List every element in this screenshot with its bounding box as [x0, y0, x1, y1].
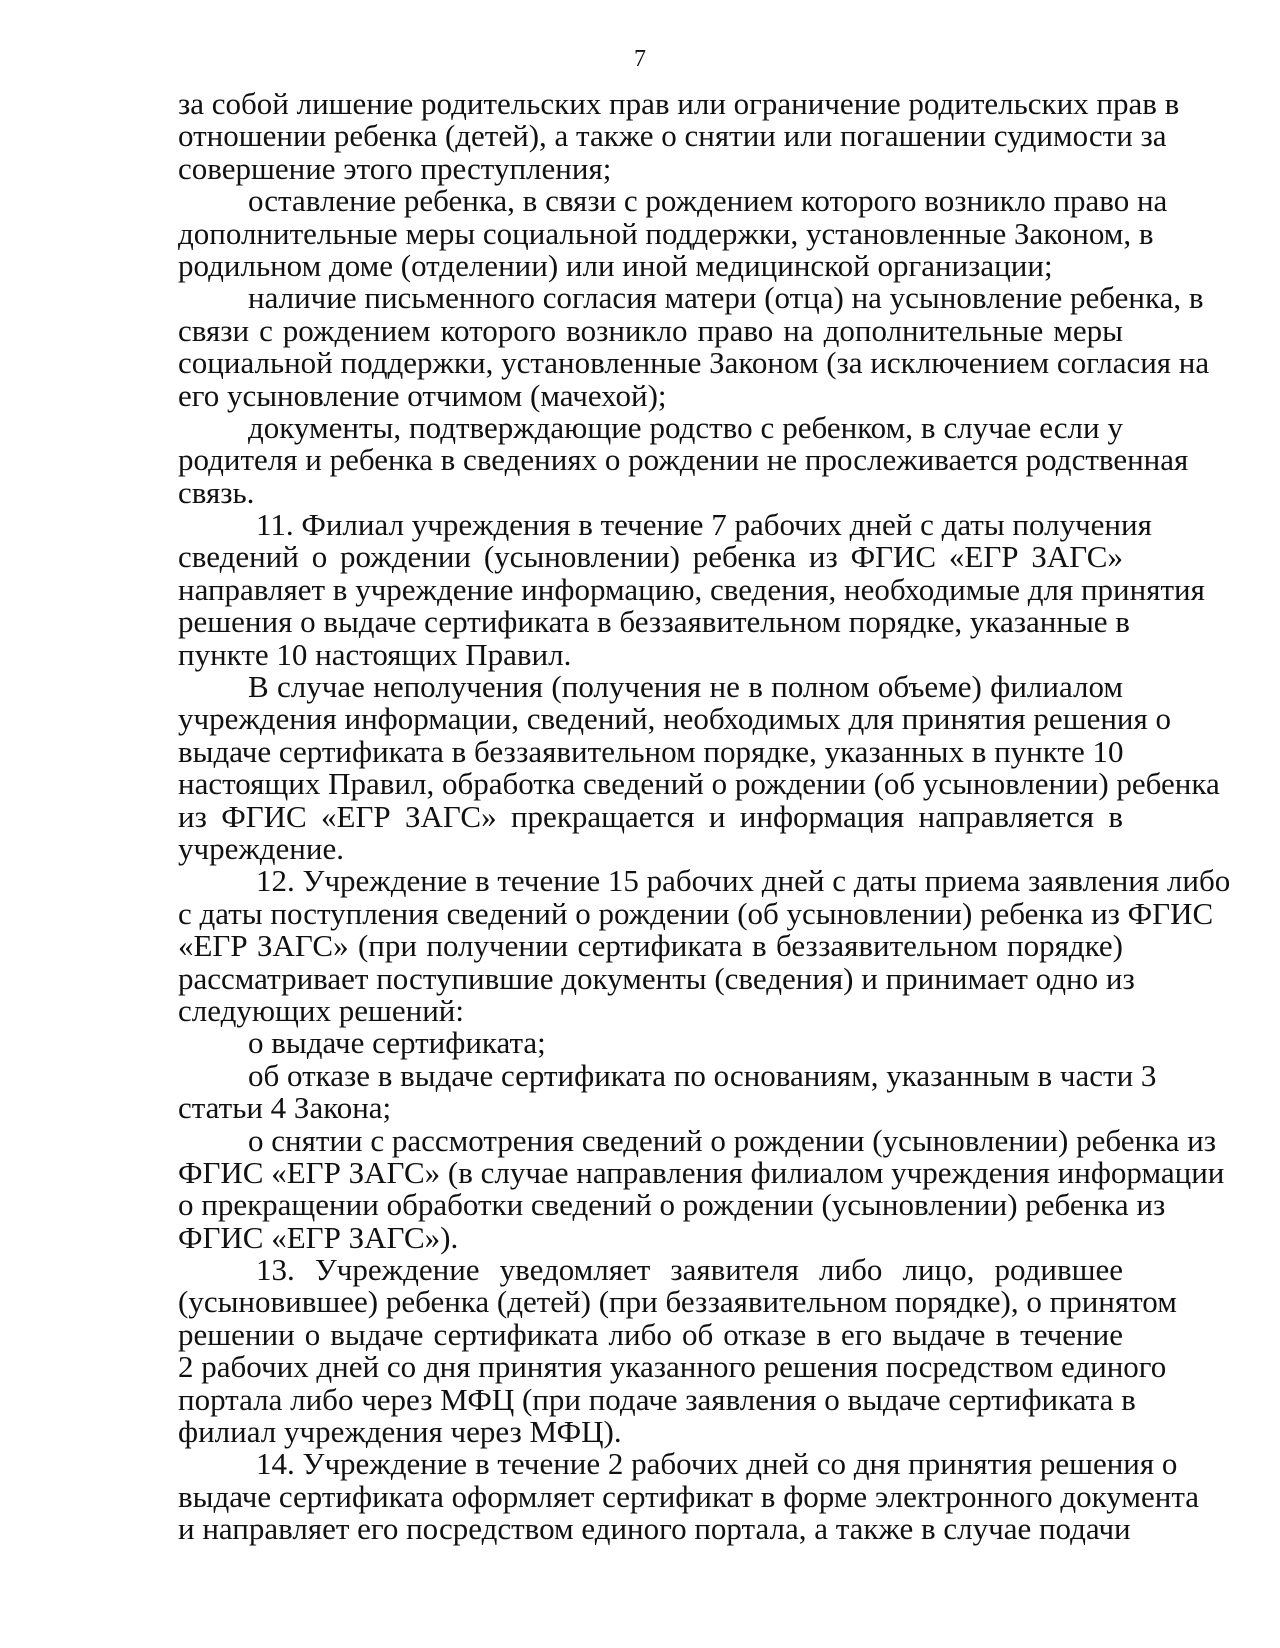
text-line: настоящих Правил, обработка сведений о рождении (об усыновлении) ребенка: [178, 766, 1220, 802]
text-line: учреждения информации, сведений, необходимых для принятия решения о: [178, 701, 1172, 737]
text-line: портала либо через МФЦ (при подаче заявления о выдаче сертификата в: [178, 1381, 1136, 1417]
text-line: об отказе в выдаче сертификата по основаниям, указанным в части 3: [248, 1057, 1157, 1093]
text-line: рассматривает поступившие документы (сведения) и принимает одно из: [178, 960, 1135, 996]
text-line: учреждение.: [178, 830, 344, 866]
text-line: социальной поддержки, установленные Законом (за исключением согласия на: [178, 345, 1210, 381]
text-line: В случае неполучения (получения не в полном объеме) филиалом: [248, 669, 1123, 705]
text-line: 2 рабочих дней со дня принятия указанного решения посредством единого: [178, 1349, 1167, 1385]
text-line: родильном доме (отделении) или иной медицинской организации;: [178, 247, 1053, 283]
text-line: «ЕГР ЗАГС» (при получении сертификата в беззаявительном порядке): [178, 928, 1123, 964]
text-line: следующих решений:: [178, 992, 464, 1028]
text-line: из ФГИС «ЕГР ЗАГС» прекращается и информация направляется в: [178, 798, 1123, 834]
text-line: выдаче сертификата оформляет сертификат в форме электронного документа: [178, 1478, 1200, 1514]
text-line: за собой лишение родительских прав или ограничение родительских прав в: [178, 86, 1180, 121]
text-line: 12. Учреждение в течение 15 рабочих дней с даты приема заявления либо: [256, 863, 1231, 899]
text-line: его усыновление отчимом (мачехой);: [178, 377, 667, 413]
text-line: филиал учреждения через МФЦ).: [178, 1414, 622, 1450]
text-line: ФГИС «ЕГР ЗАГС»).: [178, 1219, 459, 1255]
text-line: пункте 10 настоящих Правил.: [178, 636, 572, 672]
text-line: родителя и ребенка в сведениях о рождении не прослеживается родственная: [178, 442, 1189, 478]
text-line: (усыновившее) ребенка (детей) (при беззаявительном порядке), о принятом: [178, 1284, 1177, 1320]
text-line: решения о выдаче сертификата в беззаявительном порядке, указанные в: [178, 604, 1130, 640]
text-line: о снятии с рассмотрения сведений о рождении (усыновлении) ребенка из: [248, 1122, 1216, 1158]
text-line: выдаче сертификата в беззаявительном порядке, указанных в пункте 10: [178, 733, 1124, 769]
text-line: направляет в учреждение информацию, сведения, необходимые для принятия: [178, 571, 1205, 607]
text-line: наличие письменного согласия матери (отца) на усыновление ребенка, в: [248, 280, 1204, 316]
text-line: связь.: [178, 474, 255, 510]
text-line: отношении ребенка (детей), а также о снятии или погашении судимости за: [178, 118, 1167, 154]
page-number: 7: [634, 46, 646, 72]
text-line: документы, подтверждающие родство с ребенком, в случае если у: [248, 409, 1123, 445]
text-line: с даты поступления сведений о рождении (об усыновлении) ребенка из ФГИС: [178, 895, 1214, 931]
text-line: 14. Учреждение в течение 2 рабочих дней со дня принятия решения о: [256, 1446, 1178, 1482]
text-line: решении о выдаче сертификата либо об отказе в его выдаче в течение: [178, 1316, 1123, 1352]
text-line: сведений о рождении (усыновлении) ребенка из ФГИС «ЕГР ЗАГС»: [178, 539, 1123, 575]
text-line: ФГИС «ЕГР ЗАГС» (в случае направления филиалом учреждения информации: [178, 1154, 1225, 1190]
text-line: о выдаче сертификата;: [248, 1025, 546, 1061]
text-line: 13. Учреждение уведомляет заявителя либо лицо, родившее: [256, 1252, 1123, 1288]
text-line: дополнительные меры социальной поддержки, установленные Законом, в: [178, 215, 1154, 251]
document-body: [178, 86, 1231, 1547]
text-line: 11. Филиал учреждения в течение 7 рабочих дней с даты получения: [256, 507, 1152, 543]
text-line: о прекращении обработки сведений о рождении (усыновлении) ребенка из: [178, 1187, 1166, 1223]
text-line: оставление ребенка, в связи с рождением которого возникло право на: [248, 183, 1168, 219]
text-line: связи с рождением которого возникло право на дополнительные меры: [178, 312, 1123, 348]
text-line: и направляет его посредством единого портала, а также в случае подачи: [178, 1511, 1131, 1547]
text-line: статьи 4 Закона;: [178, 1090, 392, 1126]
text-line: совершение этого преступления;: [178, 150, 612, 186]
